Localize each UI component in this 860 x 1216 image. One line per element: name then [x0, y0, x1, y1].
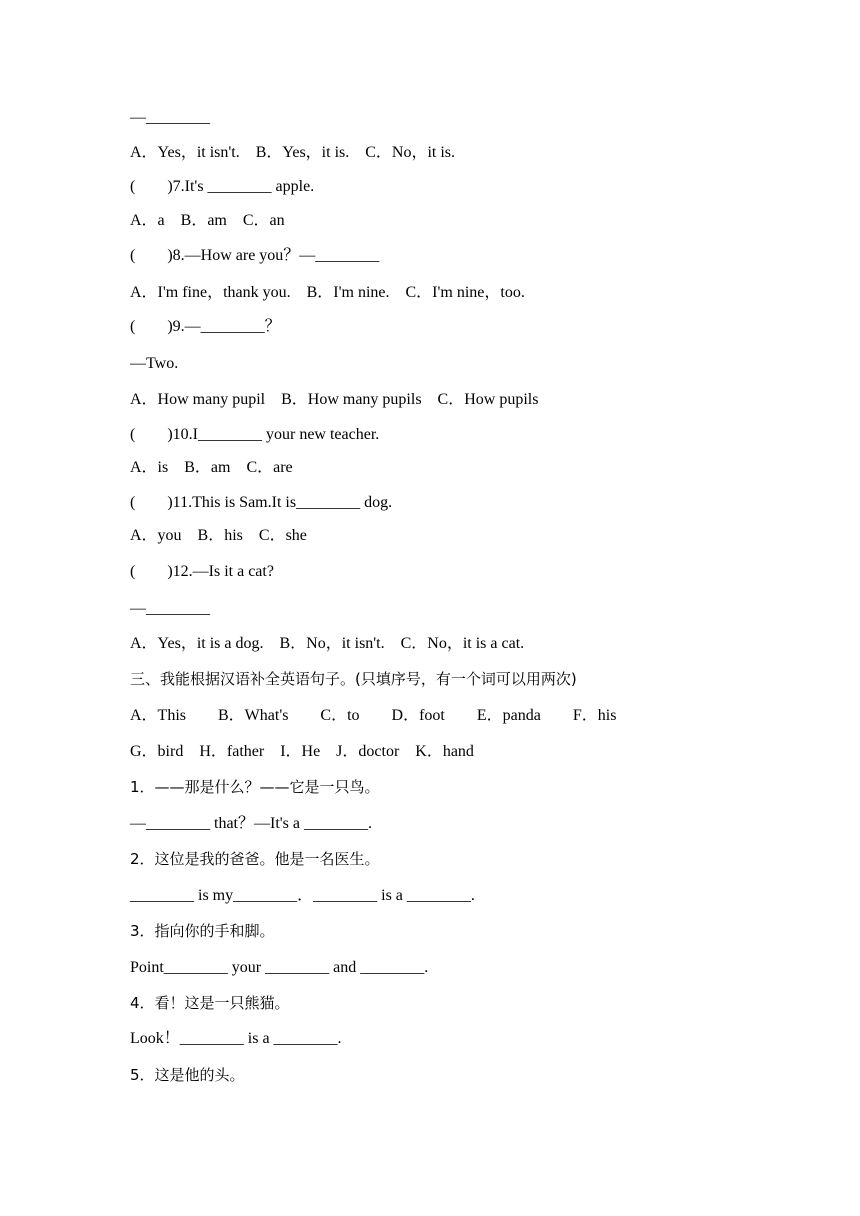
item-4-english: Look！________ is a ________.: [130, 1030, 342, 1047]
question-8: ( )8.—How are you？—________: [130, 247, 380, 264]
item-3-chinese: 3．指向你的手和脚。: [130, 922, 275, 940]
options-6: A．Yes，it isn't. B．Yes，it is. C．No，it is.: [130, 144, 456, 161]
item-1-chinese: 1．——那是什么？——它是一只鸟。: [130, 778, 380, 796]
word-bank-row-2: G．bird H．father I．He J．doctor K．hand: [130, 743, 474, 760]
options-7: A．a B．am C．an: [130, 212, 285, 229]
options-12: A．Yes，it is a dog. B．No，it isn't. C．No，it is a cat.: [130, 635, 525, 652]
question-9: ( )9.—________？: [130, 318, 281, 335]
options-9: A．How many pupil B．How many pupils C．How pupils: [130, 391, 539, 408]
item-2-chinese: 2．这位是我的爸爸。他是一名医生。: [130, 850, 380, 868]
item-4-chinese: 4．看！这是一只熊猫。: [130, 994, 290, 1012]
answer-blank-12: —________: [130, 600, 210, 617]
item-3-english: Point________ your ________ and ________.: [130, 959, 429, 976]
options-8: A．I'm fine，thank you. B．I'm nine. C．I'm nine，too.: [130, 284, 525, 301]
section-three-heading: 三、我能根据汉语补全英语句子。(只填序号，有一个词可以用两次): [130, 670, 577, 688]
question-7: ( )7.It's ________ apple.: [130, 178, 315, 195]
item-1-english: —________ that？—It's a ________.: [130, 815, 372, 832]
word-bank-row-1: A．This B．What's C．to D．foot E．panda F．his: [130, 707, 617, 724]
options-11: A．you B．his C．she: [130, 527, 307, 544]
item-5-chinese: 5．这是他的头。: [130, 1066, 245, 1084]
answer-blank-6: —________: [130, 109, 210, 126]
item-2-english: ________ is my________．________ is a ________.: [130, 887, 475, 904]
options-10: A．is B．am C．are: [130, 459, 293, 476]
answer-9: —Two.: [130, 355, 179, 372]
question-11: ( )11.This is Sam.It is________ dog.: [130, 494, 393, 511]
question-10: ( )10.I________ your new teacher.: [130, 426, 380, 443]
question-12: ( )12.—Is it a cat?: [130, 563, 274, 580]
